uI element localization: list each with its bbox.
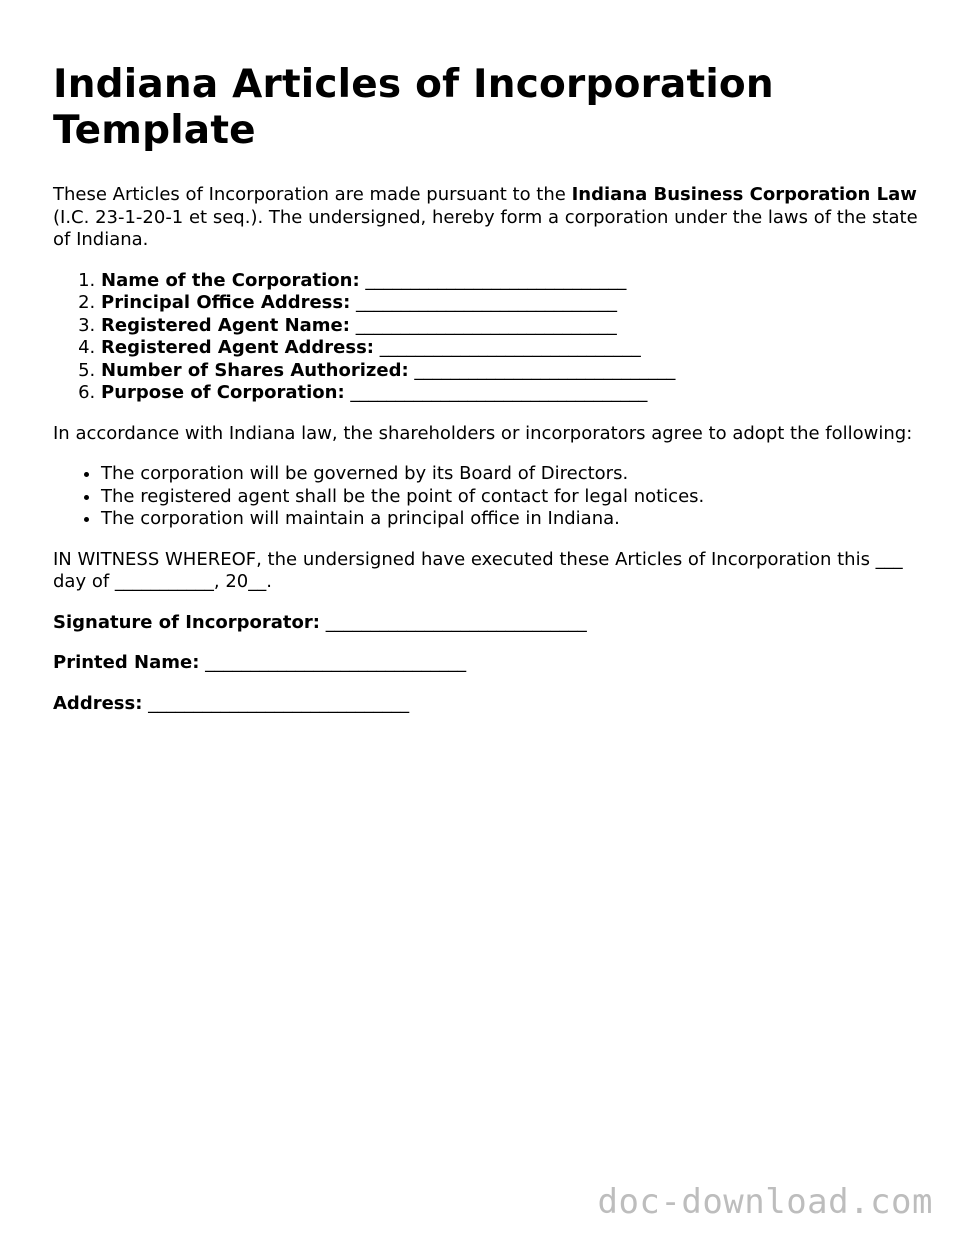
- document-title: Indiana Articles of Incorporation Template: [53, 62, 774, 153]
- field-blank: _____________________________: [356, 292, 618, 313]
- watermark-text: doc-download.com: [597, 1182, 933, 1222]
- intro-text-after: (I.C. 23-1-20-1 et seq.). The undersigned, hereby form a corporation under the laws of the state of Indiana.: [53, 206, 918, 250]
- field-blank: _____________________________: [365, 269, 627, 291]
- printed-name-line: [53, 652, 923, 675]
- field-registered-agent-address: [101, 337, 923, 360]
- document-page: [53, 62, 923, 715]
- field-label: Registered Agent Address:: [101, 337, 375, 358]
- printed-name-label: Printed Name:: [53, 652, 200, 673]
- field-label: Name of the Corporation:: [101, 269, 360, 291]
- intro-text-before: These Articles of Incorporation are made pursuant to the: [53, 184, 572, 205]
- accordance-paragraph: In accordance with Indiana law, the shareholders or incorporators agree to adopt the following:: [53, 422, 913, 444]
- field-number-of-shares: [101, 360, 923, 383]
- field-blank: _________________________________: [350, 382, 648, 403]
- provision-item: • The registered agent shall be the point of contact for legal notices.: [101, 486, 923, 509]
- signature-incorporator-line: [53, 612, 923, 635]
- field-blank: _____________________________: [379, 337, 641, 358]
- field-label: Principal Office Address:: [101, 292, 351, 313]
- signature-label: Signature of Incorporator:: [53, 611, 320, 633]
- field-label: Purpose of Corporation:: [101, 382, 345, 403]
- field-label: Number of Shares Authorized:: [101, 359, 409, 381]
- incorporation-fields-list: [53, 270, 923, 405]
- provision-item: • The corporation will maintain a principal office in Indiana.: [101, 508, 923, 531]
- field-registered-agent-name: [101, 315, 923, 338]
- address-line: [53, 693, 923, 716]
- printed-name-blank: _____________________________: [205, 652, 467, 673]
- field-blank: _____________________________: [414, 359, 676, 381]
- field-purpose: [101, 382, 923, 405]
- provisions-list: [53, 463, 923, 531]
- address-blank: _____________________________: [148, 692, 410, 714]
- provision-item: • The corporation will be governed by its Board of Directors.: [101, 463, 923, 486]
- intro-paragraph: [53, 184, 923, 252]
- witness-paragraph: IN WITNESS WHEREOF, the undersigned have executed these Articles of Incorporation this ___ day of ___________, 20__.: [53, 548, 903, 592]
- field-corporation-name: [101, 270, 923, 293]
- intro-law-name: Indiana Business Corporation Law: [571, 184, 917, 205]
- signature-blank: _____________________________: [325, 611, 587, 633]
- field-principal-office-address: [101, 292, 923, 315]
- field-label: Registered Agent Name:: [101, 314, 350, 336]
- address-label: Address:: [53, 692, 143, 714]
- field-blank: _____________________________: [355, 314, 617, 336]
